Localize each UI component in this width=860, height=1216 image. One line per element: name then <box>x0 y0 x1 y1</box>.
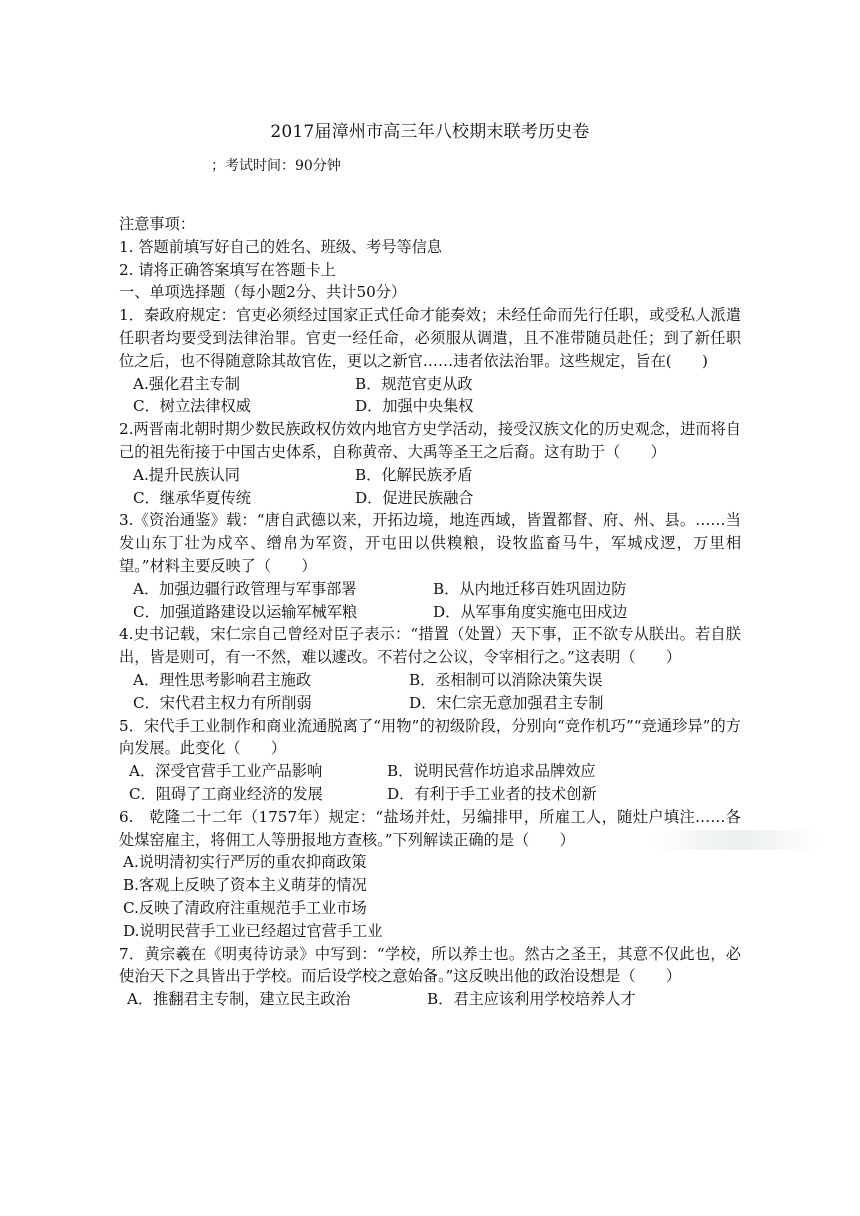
question-stem: 6. 乾隆二十二年（1757年）规定：“盐场并灶，另编排甲，所雇工人，随灶户填注……各处煤窑雇主，将佣工人等册报地方查核。”下列解读正确的是（ ） <box>119 807 741 849</box>
exam-body <box>119 213 741 1011</box>
exam-time: ；考试时间：90分钟 <box>211 158 341 174</box>
option-c: C．阻碍了工商业经济的发展 <box>129 784 323 803</box>
option-row <box>119 783 741 806</box>
notice-item: 2. 请将正确答案填写在答题卡上 <box>119 260 336 279</box>
option-b: B．丞相制可以消除决策失误 <box>409 670 603 689</box>
option-a: A．理性思考影响君主施政 <box>133 670 312 689</box>
notice-item: 1. 答题前填写好自己的姓名、班级、考号等信息 <box>119 237 443 256</box>
option-row <box>119 988 741 1011</box>
option-d: D.说明民营手工业已经超过官营手工业 <box>123 921 383 940</box>
option-b: B．说明民营作坊追求品牌效应 <box>387 762 596 781</box>
question-stem: 3.《资治通鉴》载：“唐自武德以来，开拓边境，地连西域，皆置都督、府、州、县。……当发山东丁壮为戍卒、缯帛为军资，开屯田以供糗粮，设牧监畜马牛，军城戍逻，万里相望。”材料主要反映了（ ） <box>119 511 741 575</box>
option-a: A．推翻君主专制，建立民主政治 <box>127 990 351 1009</box>
question-stem: 2.两晋南北朝时期少数民族政权仿效内地官方史学活动，接受汉族文化的历史观念，进而将自己的祖先衔接于中国古史体系，自称黄帝、大禹等圣王之后裔。这有助于（ ） <box>119 420 741 461</box>
option-row <box>119 760 741 783</box>
option-b: B．从内地迁移百姓巩固边防 <box>433 579 627 598</box>
option-c: C．树立法律权威 <box>133 397 251 416</box>
faded-watermark <box>652 830 822 850</box>
option-b: B．化解民族矛盾 <box>355 465 473 484</box>
option-c: C.反映了清政府注重规范手工业市场 <box>123 898 367 917</box>
option-row <box>119 464 741 487</box>
option-d: D．宋仁宗无意加强君主专制 <box>409 693 604 712</box>
option-a: A.说明清初实行严厉的重农抑商政策 <box>123 853 367 872</box>
option-d: D．从军事角度实施屯田戍边 <box>433 602 628 621</box>
option-a: A.强化君主专制 <box>133 374 240 393</box>
document-title: 2017届漳州市高三年八校期末联考历史卷 <box>270 122 590 142</box>
option-d: D．促进民族融合 <box>355 488 474 507</box>
question-stem: 4.史书记载，宋仁宗自己曾经对臣子表示：“措置（处置）天下事，正不欲专从朕出。若自朕出，皆是则可，有一不然，难以遽改。不若付之公议，令宰相行之。”这表明（ ） <box>119 625 741 667</box>
option-c: C．加强道路建设以运输军械军粮 <box>133 602 358 621</box>
option-b: B．规范官吏从政 <box>355 374 473 393</box>
option-row <box>119 395 741 418</box>
option-row <box>119 692 741 715</box>
section-heading: 一、单项选择题（每小题2分、共计50分） <box>119 283 407 302</box>
option-row <box>119 578 741 601</box>
option-row <box>119 487 741 510</box>
option-b: B.客观上反映了资本主义萌芽的情况 <box>123 876 367 895</box>
option-d: D．有利于手工业者的技术创新 <box>387 784 597 803</box>
option-row <box>119 601 741 624</box>
question-stem: 7．黄宗羲在《明夷待访录》中写到：“学校，所以养士也。然古之圣王，其意不仅此也，必使治天下之具皆出于学校。而后设学校之意始备。”这反映出他的政治设想是（ ） <box>119 944 741 986</box>
option-d: D．加强中央集权 <box>355 397 474 416</box>
option-c: C．继承华夏传统 <box>133 488 251 507</box>
option-row <box>119 669 741 692</box>
option-a: A.提升民族认同 <box>133 465 240 484</box>
question-stem: 1．秦政府规定：官吏必须经过国家正式任命才能奏效；未经任命而先行任职，或受私人派遣任职者均要受到法律治罪。官吏一经任命，必须服从调遣，且不准带随员赴任；到了新任职位之后，也不得随意除其故官佐，更以之新官……违者依法治罪。这些规定，旨在( ) <box>119 306 741 370</box>
option-row <box>119 373 741 396</box>
option-a: A．加强边疆行政管理与军事部署 <box>133 579 357 598</box>
option-a: A．深受官营手工业产品影响 <box>129 762 323 781</box>
option-b: B．君主应该利用学校培养人才 <box>427 990 636 1009</box>
notice-heading: 注意事项： <box>119 215 195 233</box>
option-c: C．宋代君主权力有所削弱 <box>133 693 312 712</box>
question-stem: 5．宋代手工业制作和商业流通脱离了“用物”的初级阶段，分别向“竞作机巧”“竞通珍异”的方向发展。此变化（ ） <box>119 716 741 758</box>
